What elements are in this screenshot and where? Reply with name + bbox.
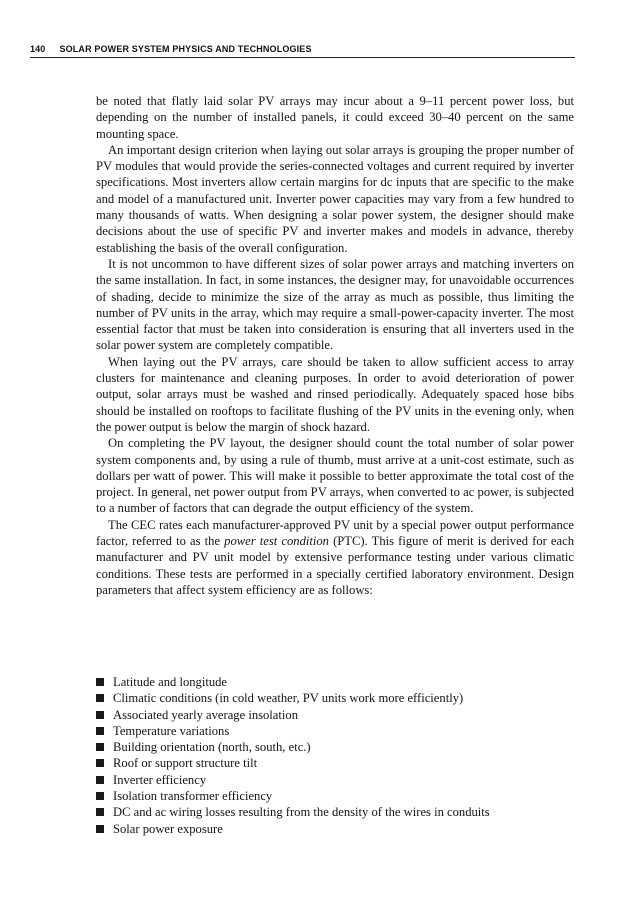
italic-term: power test condition (224, 534, 329, 549)
square-bullet-icon (96, 825, 104, 833)
list-item: Inverter efficiency (96, 772, 574, 788)
square-bullet-icon (96, 694, 104, 702)
paragraph: An important design criterion when laying out solar arrays is grouping the proper number of PV modules that would provide the series-connected voltages and current required by inverter specifications. Most inverters allow certain margins for dc inputs that are specific to the make and model of a manufactured unit. Inverter power capacities may vary from a few hundred to many thousands of watts. When designing a solar power system, the designer should make decisions about the use of specific PV and inverter makes and models in advance, thereby establishing the basis of the overall configuration. (96, 142, 574, 255)
square-bullet-icon (96, 808, 104, 816)
list-item: DC and ac wiring losses resulting from the density of the wires in conduits (96, 804, 574, 820)
square-bullet-icon (96, 727, 104, 735)
paragraph: When laying out the PV arrays, care should be taken to allow sufficient access to array clusters for maintenance and cleaning purposes. In order to avoid deterioration of power output, solar arrays must be washed and rinsed periodically. Adequately spaced hose bibs should be installed on rooftops to facilitate flushing of the PV units in the evening only, when the power output is below the margin of shock hazard. (96, 354, 574, 434)
list-item: Isolation transformer efficiency (96, 788, 574, 804)
square-bullet-icon (96, 711, 104, 719)
paragraph-text: (PTC). This figure of merit is derived for each manufacturer and PV unit model by extensive performance testing under various climatic conditions. These tests are performed in a specially certified laboratory environment. Design parameters that affect system efficiency are as follows: (96, 534, 574, 597)
paragraph: be noted that flatly laid solar PV arrays may incur about a 9–11 percent power loss, but depending on the number of installed panels, it could exceed 30–40 percent on the same mounting space. (96, 94, 574, 141)
square-bullet-icon (96, 743, 104, 751)
page-number: 140 (30, 44, 46, 54)
square-bullet-icon (96, 776, 104, 784)
square-bullet-icon (96, 759, 104, 767)
paragraph: It is not uncommon to have different sizes of solar power arrays and matching inverters on the same installation. In fact, in some instances, the designer may, for unavoidable occurrences of shading, decide to minimize the size of the array as much as possible, thus limiting the number of PV units in the array, which may require a small-power-capacity inverter. The most essential factor that must be taken into consideration is ensuring that all inverters used in the solar power system are completely compatible. (96, 256, 574, 353)
running-title: SOLAR POWER SYSTEM PHYSICS AND TECHNOLOGIES (59, 44, 312, 54)
list-item: Temperature variations (96, 723, 574, 739)
design-parameter-list (96, 674, 574, 837)
list-item: Latitude and longitude (96, 674, 574, 690)
running-header (30, 44, 575, 54)
paragraph-text: The CEC rates each manufacturer-approved PV unit by a special power output performance factor, referred to as the (96, 517, 574, 549)
paragraph: On completing the PV layout, the designer should count the total number of solar power system components and, by using a rule of thumb, must arrive at a unit-cost estimate, such as dollars per watt of power. This will make it possible to better approximate the total cost of the project. In general, net power output from PV arrays, when converted to ac power, is subjected to a number of factors that can degrade the output efficiency of the system. (96, 436, 574, 516)
header-rule (30, 57, 575, 58)
list-item: Building orientation (north, south, etc.) (96, 739, 574, 755)
paragraph (96, 517, 574, 598)
square-bullet-icon (96, 678, 104, 686)
list-item: Climatic conditions (in cold weather, PV units work more efficiently) (96, 690, 574, 706)
list-item: Solar power exposure (96, 821, 574, 837)
list-item: Roof or support structure tilt (96, 755, 574, 771)
square-bullet-icon (96, 792, 104, 800)
body-text (96, 93, 574, 598)
list-item: Associated yearly average insolation (96, 707, 574, 723)
